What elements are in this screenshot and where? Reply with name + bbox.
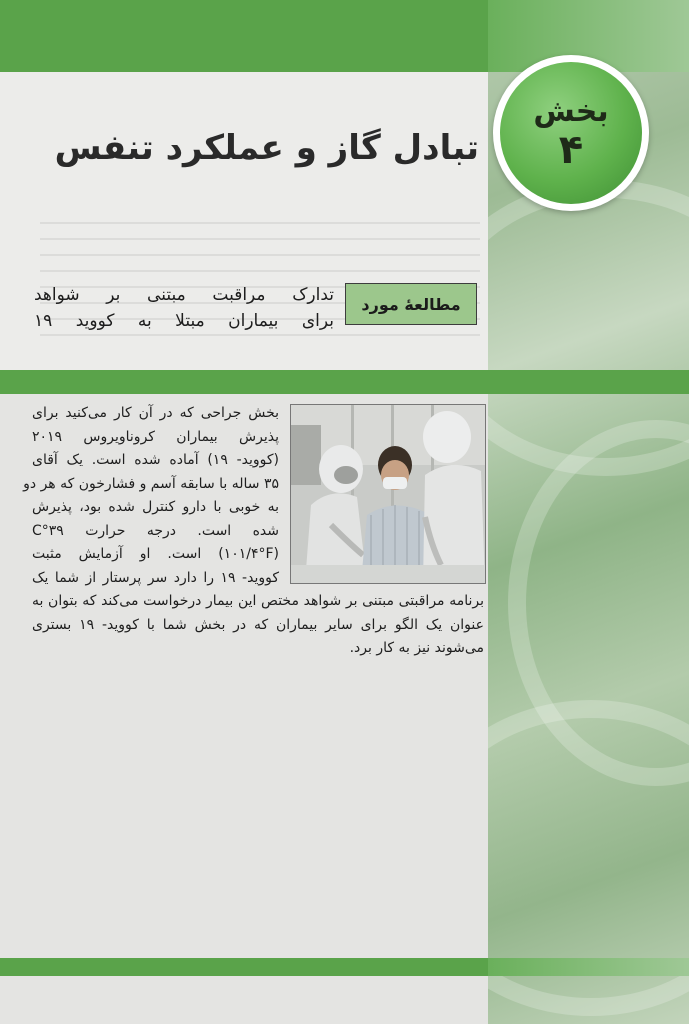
text-line: پذیرش بیماران کروناویروس ۲۰۱۹ (32, 428, 279, 445)
case-study-title-line: تدارک مراقبت مبتنی بر شواهد (34, 285, 334, 305)
top-green-bar (0, 0, 488, 72)
case-description-full (32, 590, 484, 661)
chapter-label: بخش (533, 93, 609, 129)
bottom-green-bar (0, 958, 488, 976)
text-line: عنوان یک الگو برای سایر بیماران که در بخش شما با کووید- ۱۹ بستری (32, 616, 484, 633)
chapter-badge (493, 55, 649, 211)
text-line: به خوبی با دارو کنترل شده بود، پذیرش (32, 499, 279, 515)
case-photo (290, 404, 486, 584)
chapter-number: ۴ (558, 126, 584, 173)
text-line: کووید- ۱۹ را دارد سر پرستار از شما یک (32, 569, 280, 586)
text-line: برنامه مراقبتی مبتنی بر شواهد مختص این بیمار درخواست می‌کند که بتوان به (32, 593, 484, 609)
case-study-title-line: برای بیماران مبتلا به کووید ۱۹ (34, 311, 334, 331)
text-line: (کووید- ۱۹) آماده شده است. یک آقای (32, 452, 279, 468)
case-description-wrapped (23, 402, 280, 590)
text-line: بخش جراحی که در آن کار می‌کنید برای (32, 405, 279, 421)
chapter-title: تبادل گاز و عملکرد تنفس (54, 128, 479, 168)
bottom-green-bar-extension (488, 958, 689, 976)
mid-green-bar (0, 370, 689, 394)
text-line: شده است. درجه حرارت ۳۹°C (32, 522, 279, 539)
patient-photo-illustration (291, 405, 485, 583)
text-line: (۱۰۱/۴°F) است. او آزمایش مثبت (32, 546, 279, 562)
text-line: ۳۵ ساله با سابقه آسم و فشارخون که هر دو (23, 475, 279, 492)
case-study-label: مطالعهٔ مورد (345, 283, 477, 325)
case-study-title (34, 282, 334, 334)
text-line: می‌شوند نیز به کار برد. (349, 640, 484, 656)
